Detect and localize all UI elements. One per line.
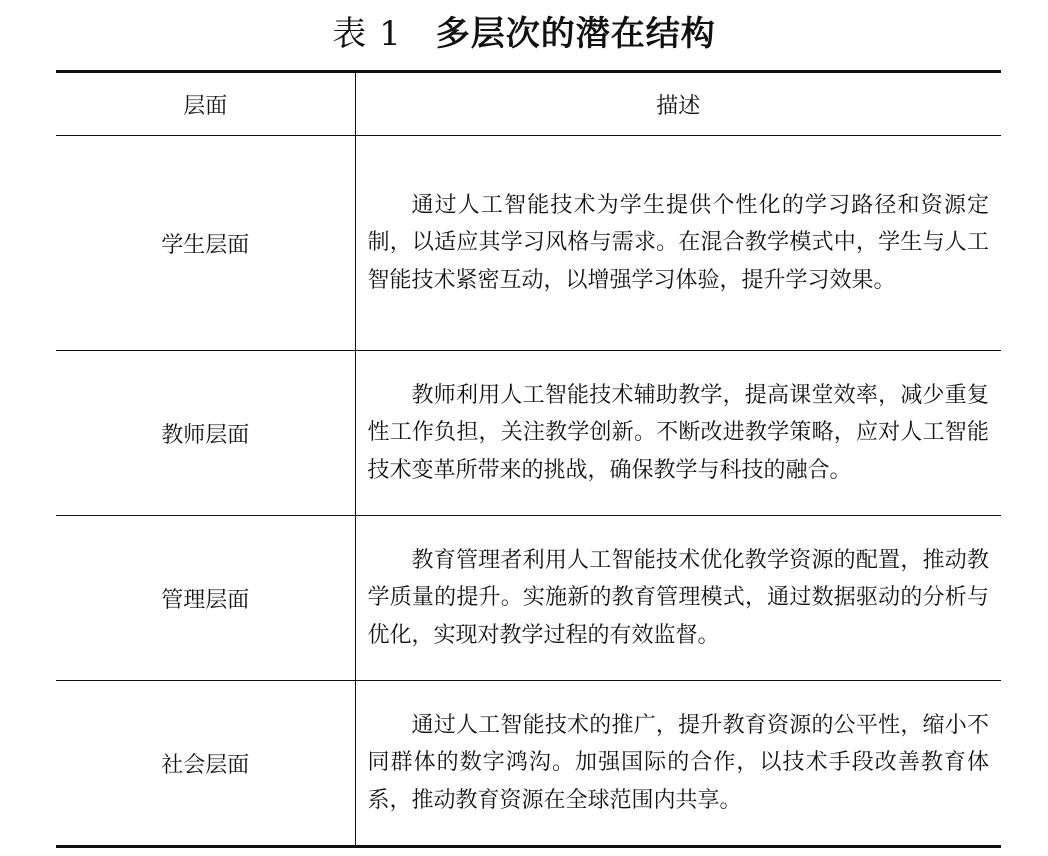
description-cell-society: 通过人工智能技术的推广，提升教育资源的公平性，缩小不同群体的数字鸿沟。加强国际的合作，以技术手段改善教育体系，推动教育资源在全球范围内共享。 (355, 681, 1001, 847)
table-header-row (56, 72, 1001, 136)
level-cell-society: 社会层面 (56, 681, 355, 847)
column-header-level: 层面 (56, 72, 355, 136)
table-title-text: 多层次的潜在结构 (435, 14, 716, 54)
level-cell-student: 学生层面 (56, 136, 355, 351)
structure-table (56, 70, 1001, 848)
table-row (56, 516, 1001, 681)
column-header-description: 描述 (355, 72, 1001, 136)
table-title (0, 12, 1048, 56)
level-cell-teacher: 教师层面 (56, 351, 355, 516)
table-number: 表 1 (332, 14, 402, 54)
description-cell-teacher: 教师利用人工智能技术辅助教学，提高课堂效率，减少重复性工作负担，关注教学创新。不断改进教学策略，应对人工智能技术变革所带来的挑战，确保教学与科技的融合。 (355, 351, 1001, 516)
table-row (56, 351, 1001, 516)
level-cell-management: 管理层面 (56, 516, 355, 681)
table-row (56, 681, 1001, 847)
table-row (56, 136, 1001, 351)
description-cell-student: 通过人工智能技术为学生提供个性化的学习路径和资源定制，以适应其学习风格与需求。在混合教学模式中，学生与人工智能技术紧密互动，以增强学习体验，提升学习效果。 (355, 136, 1001, 351)
description-cell-management: 教育管理者利用人工智能技术优化教学资源的配置，推动教学质量的提升。实施新的教育管理模式，通过数据驱动的分析与优化，实现对教学过程的有效监督。 (355, 516, 1001, 681)
